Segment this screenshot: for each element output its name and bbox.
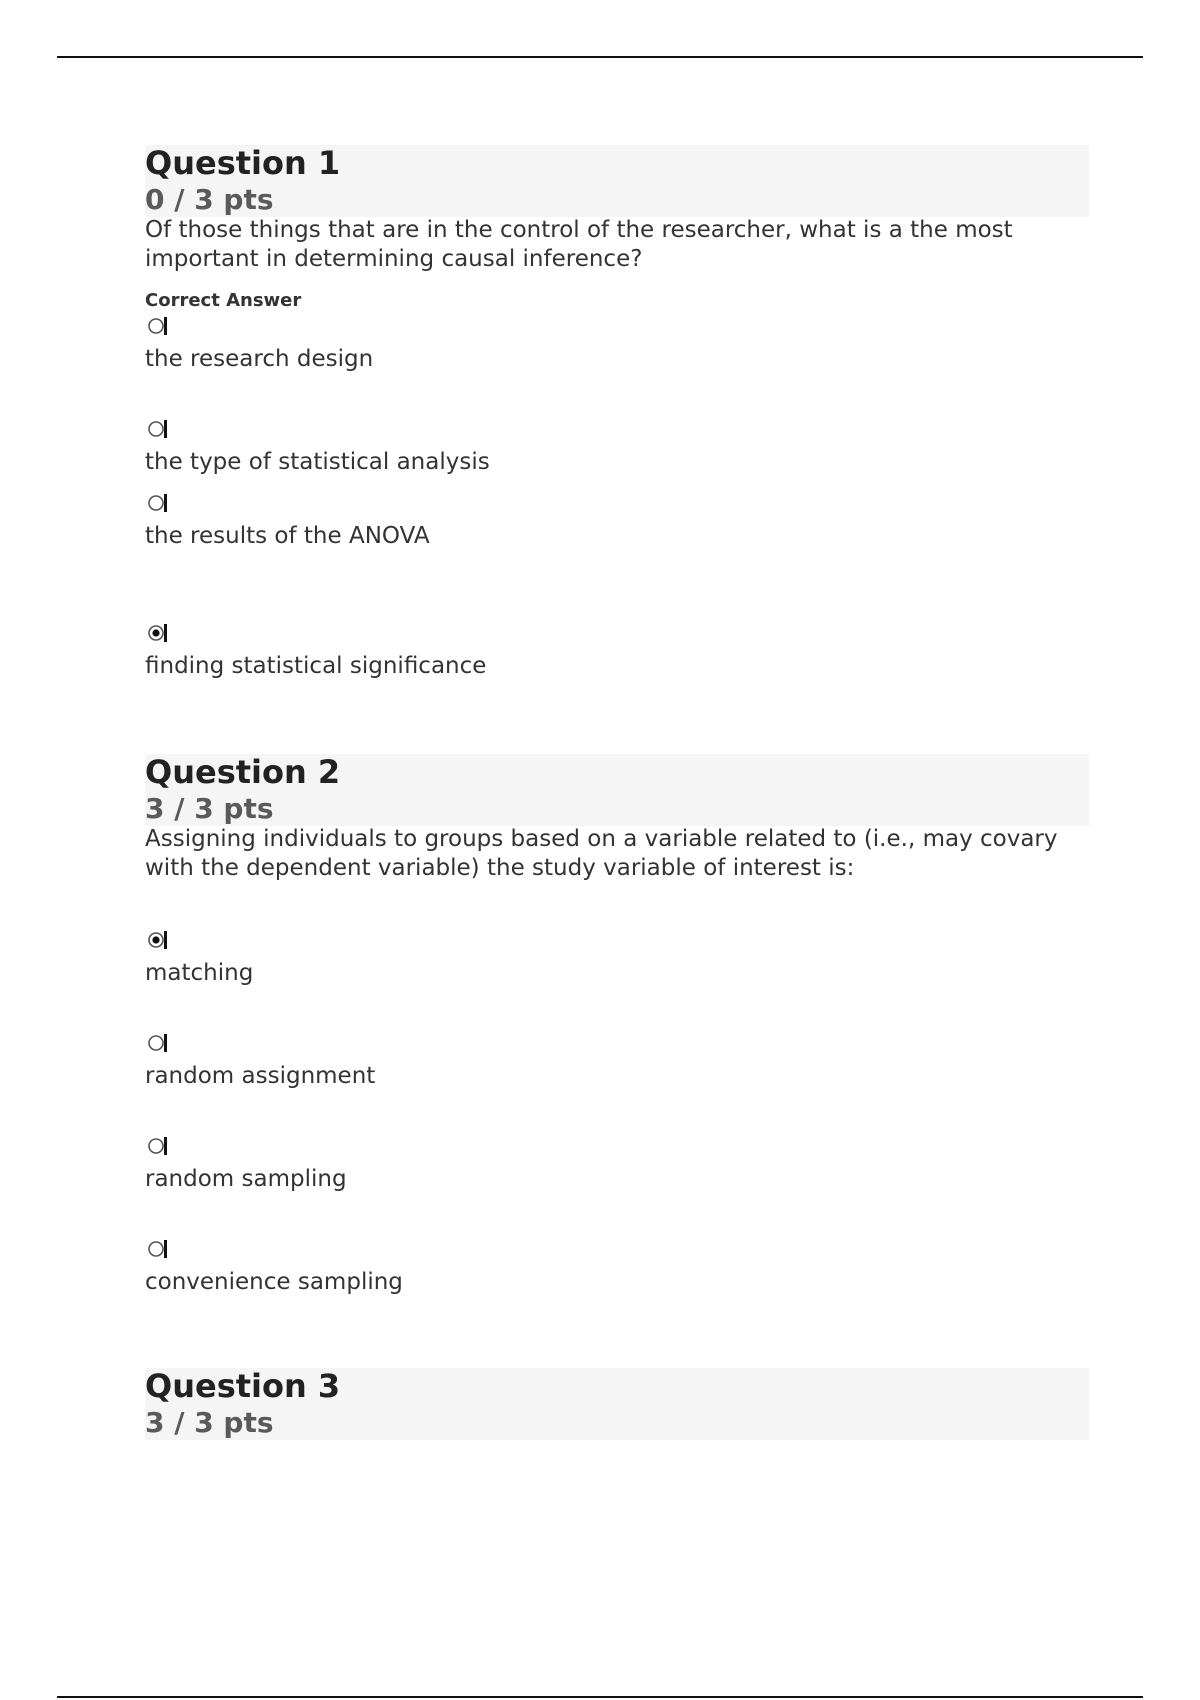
radio-unselected-icon[interactable] [147, 315, 169, 337]
question-3-points: 3 / 3 pts [145, 1406, 274, 1439]
answer-option[interactable]: random sampling [145, 1166, 347, 1192]
radio-unselected-icon[interactable] [147, 492, 169, 514]
answer-option[interactable]: random assignment [145, 1063, 376, 1089]
answer-option[interactable]: the type of statistical analysis [145, 449, 490, 475]
bottom-rule [57, 1696, 1143, 1698]
radio-unselected-icon[interactable] [147, 418, 169, 440]
question-1-title: Question 1 [145, 144, 341, 182]
radio-unselected-icon[interactable] [147, 1135, 169, 1157]
answer-option-selected[interactable]: finding statistical significance [145, 653, 487, 679]
radio-unselected-icon[interactable] [147, 1032, 169, 1054]
question-3-title: Question 3 [145, 1367, 341, 1405]
radio-unselected-icon[interactable] [147, 1238, 169, 1260]
question-1-points: 0 / 3 pts [145, 183, 274, 216]
correct-answer-label: Correct Answer [145, 290, 302, 311]
radio-selected-icon[interactable] [147, 622, 169, 644]
answer-option[interactable]: the results of the ANOVA [145, 523, 430, 549]
radio-selected-icon[interactable] [147, 929, 169, 951]
top-rule [57, 56, 1143, 58]
question-2-title: Question 2 [145, 753, 341, 791]
question-2-text: Assigning individuals to groups based on a variable related to (i.e., may covary with the dependent variable) the study variable of interest is: [145, 826, 1058, 881]
answer-option[interactable]: the research design [145, 346, 374, 372]
question-1-text: Of those things that are in the control of the researcher, what is a the most important in determining causal inference? [145, 217, 1013, 272]
answer-option-selected[interactable]: matching [145, 960, 254, 986]
question-2-points: 3 / 3 pts [145, 792, 274, 825]
answer-option[interactable]: convenience sampling [145, 1269, 403, 1295]
